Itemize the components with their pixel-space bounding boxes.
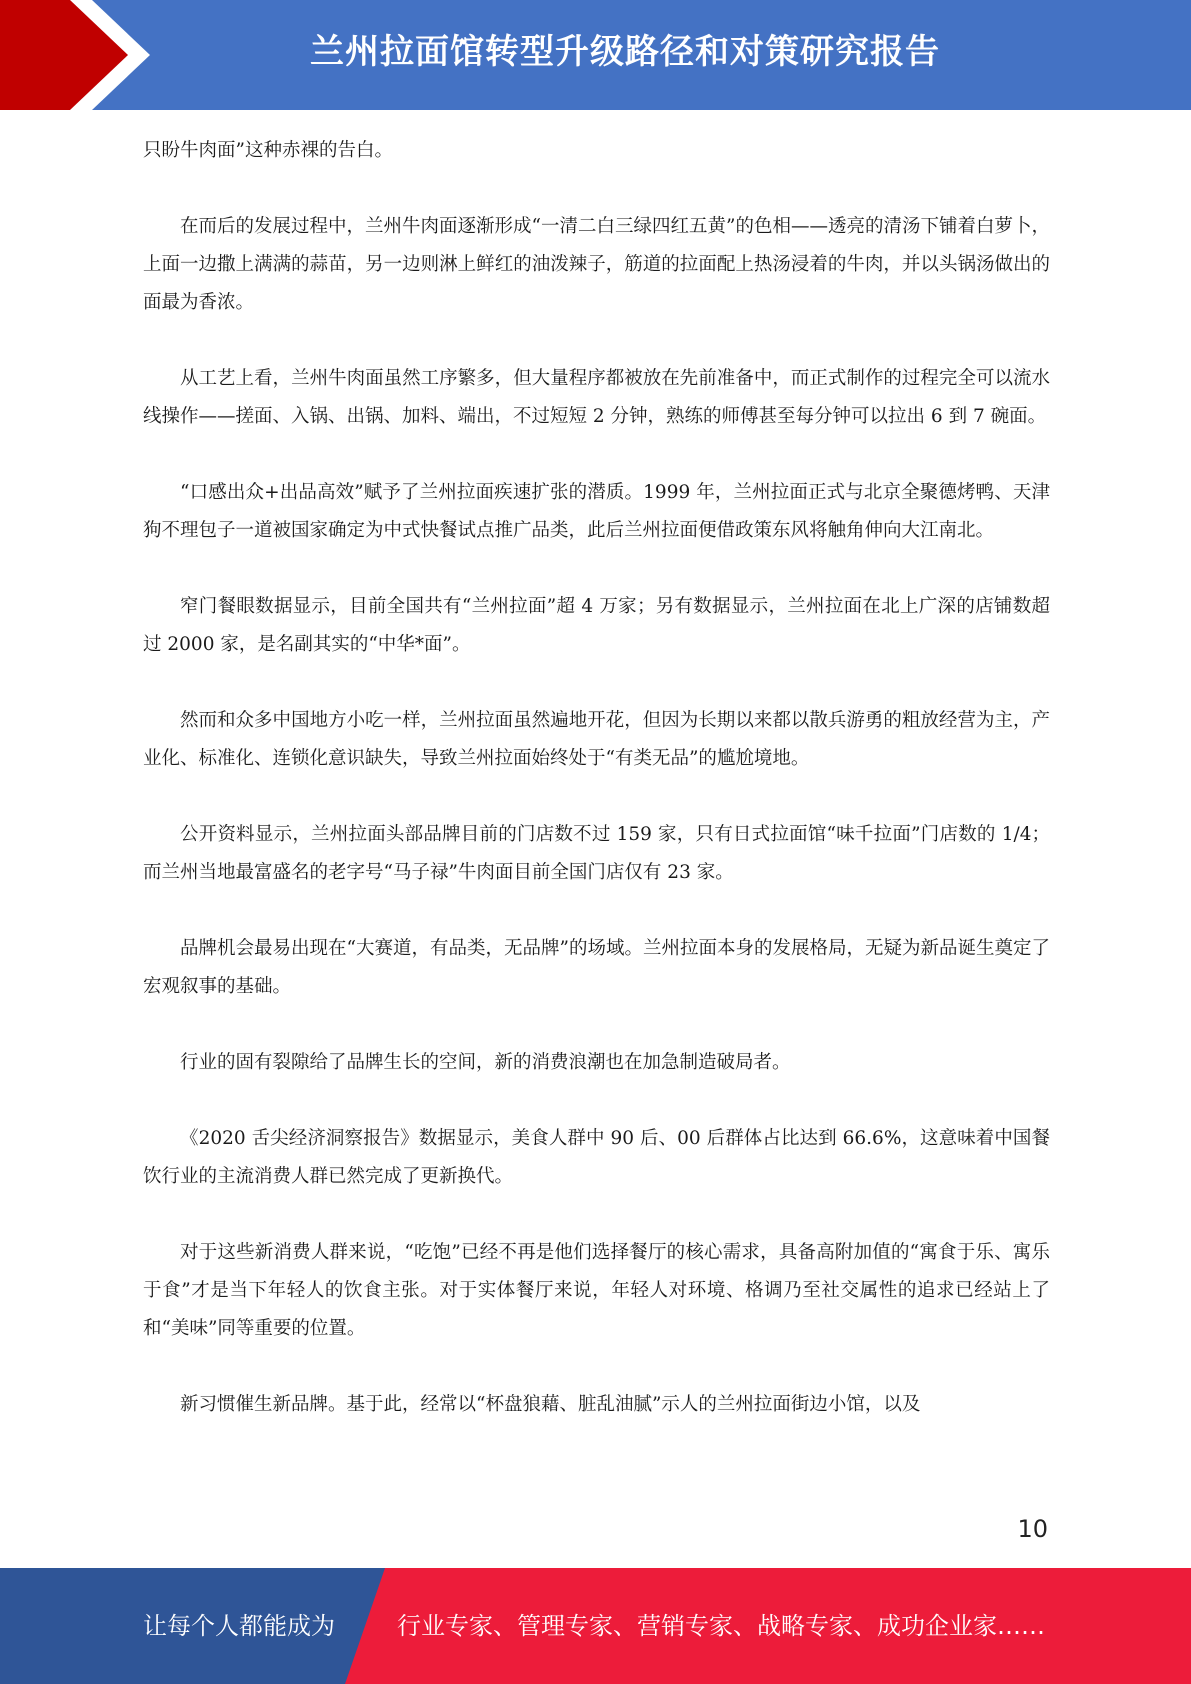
document-body: [143, 132, 1050, 1462]
paragraph: 窄门餐眼数据显示，目前全国共有“兰州拉面”超 4 万家；另有数据显示，兰州拉面在北上广深的店铺数超过 2000 家，是名副其实的“中华*面”。: [143, 596, 1050, 655]
paragraph: “口感出众+出品高效”赋予了兰州拉面疾速扩张的潜质。1999 年，兰州拉面正式与北京全聚德烤鸭、天津狗不理包子一道被国家确定为中式快餐试点推广品类，此后兰州拉面便借政策东风将触角伸向大江南北。: [143, 482, 1050, 541]
paragraph: 新习惯催生新品牌。基于此，经常以“杯盘狼藉、脏乱油腻”示人的兰州拉面街边小馆，以及: [180, 1394, 921, 1415]
footer-slogan-right: 行业专家、管理专家、营销专家、战略专家、成功企业家……: [397, 1612, 1045, 1640]
page-number: 10: [1017, 1515, 1048, 1543]
page-header: [0, 0, 1191, 110]
paragraph: 对于这些新消费人群来说，“吃饱”已经不再是他们选择餐厅的核心需求，具备高附加值的“寓食于乐、寓乐于食”才是当下年轻人的饮食主张。对于实体餐厅来说，年轻人对环境、格调乃至社交属性的追求已经站上了和“美味”同等重要的位置。: [143, 1242, 1050, 1339]
report-title: 兰州拉面馆转型升级路径和对策研究报告: [310, 32, 940, 72]
paragraph: 公开资料显示，兰州拉面头部品牌目前的门店数不过 159 家，只有日式拉面馆“味千拉面”门店数的 1/4；而兰州当地最富盛名的老字号“马子禄”牛肉面目前全国门店仅有 23 家。: [143, 824, 1050, 883]
paragraph: 只盼牛肉面”这种赤裸的告白。: [143, 140, 393, 161]
paragraph: 从工艺上看，兰州牛肉面虽然工序繁多，但大量程序都被放在先前准备中，而正式制作的过程完全可以流水线操作——搓面、入锅、出锅、加料、端出，不过短短 2 分钟，熟练的师傅甚至每分钟可以拉出 6 到 7 碗面。: [143, 368, 1050, 427]
paragraph: 品牌机会最易出现在“大赛道，有品类，无品牌”的场域。兰州拉面本身的发展格局，无疑为新品诞生奠定了宏观叙事的基础。: [143, 938, 1050, 997]
paragraph: 行业的固有裂隙给了品牌生长的空间，新的消费浪潮也在加急制造破局者。: [180, 1052, 791, 1073]
paragraph: 《2020 舌尖经济洞察报告》数据显示，美食人群中 90 后、00 后群体占比达到 66.6%，这意味着中国餐饮行业的主流消费人群已然完成了更新换代。: [143, 1128, 1050, 1187]
paragraph: 在而后的发展过程中，兰州牛肉面逐渐形成“一清二白三绿四红五黄”的色相——透亮的清汤下铺着白萝卜，上面一边撒上满满的蒜苗，另一边则淋上鲜红的油泼辣子，筋道的拉面配上热汤浸着的牛肉，并以头锅汤做出的面最为香浓。: [143, 216, 1050, 313]
footer-slogan-left: 让每个人都能成为: [143, 1612, 335, 1640]
page-footer: [0, 1568, 1191, 1684]
paragraph: 然而和众多中国地方小吃一样，兰州拉面虽然遍地开花，但因为长期以来都以散兵游勇的粗放经营为主，产业化、标准化、连锁化意识缺失，导致兰州拉面始终处于“有类无品”的尴尬境地。: [143, 710, 1050, 769]
